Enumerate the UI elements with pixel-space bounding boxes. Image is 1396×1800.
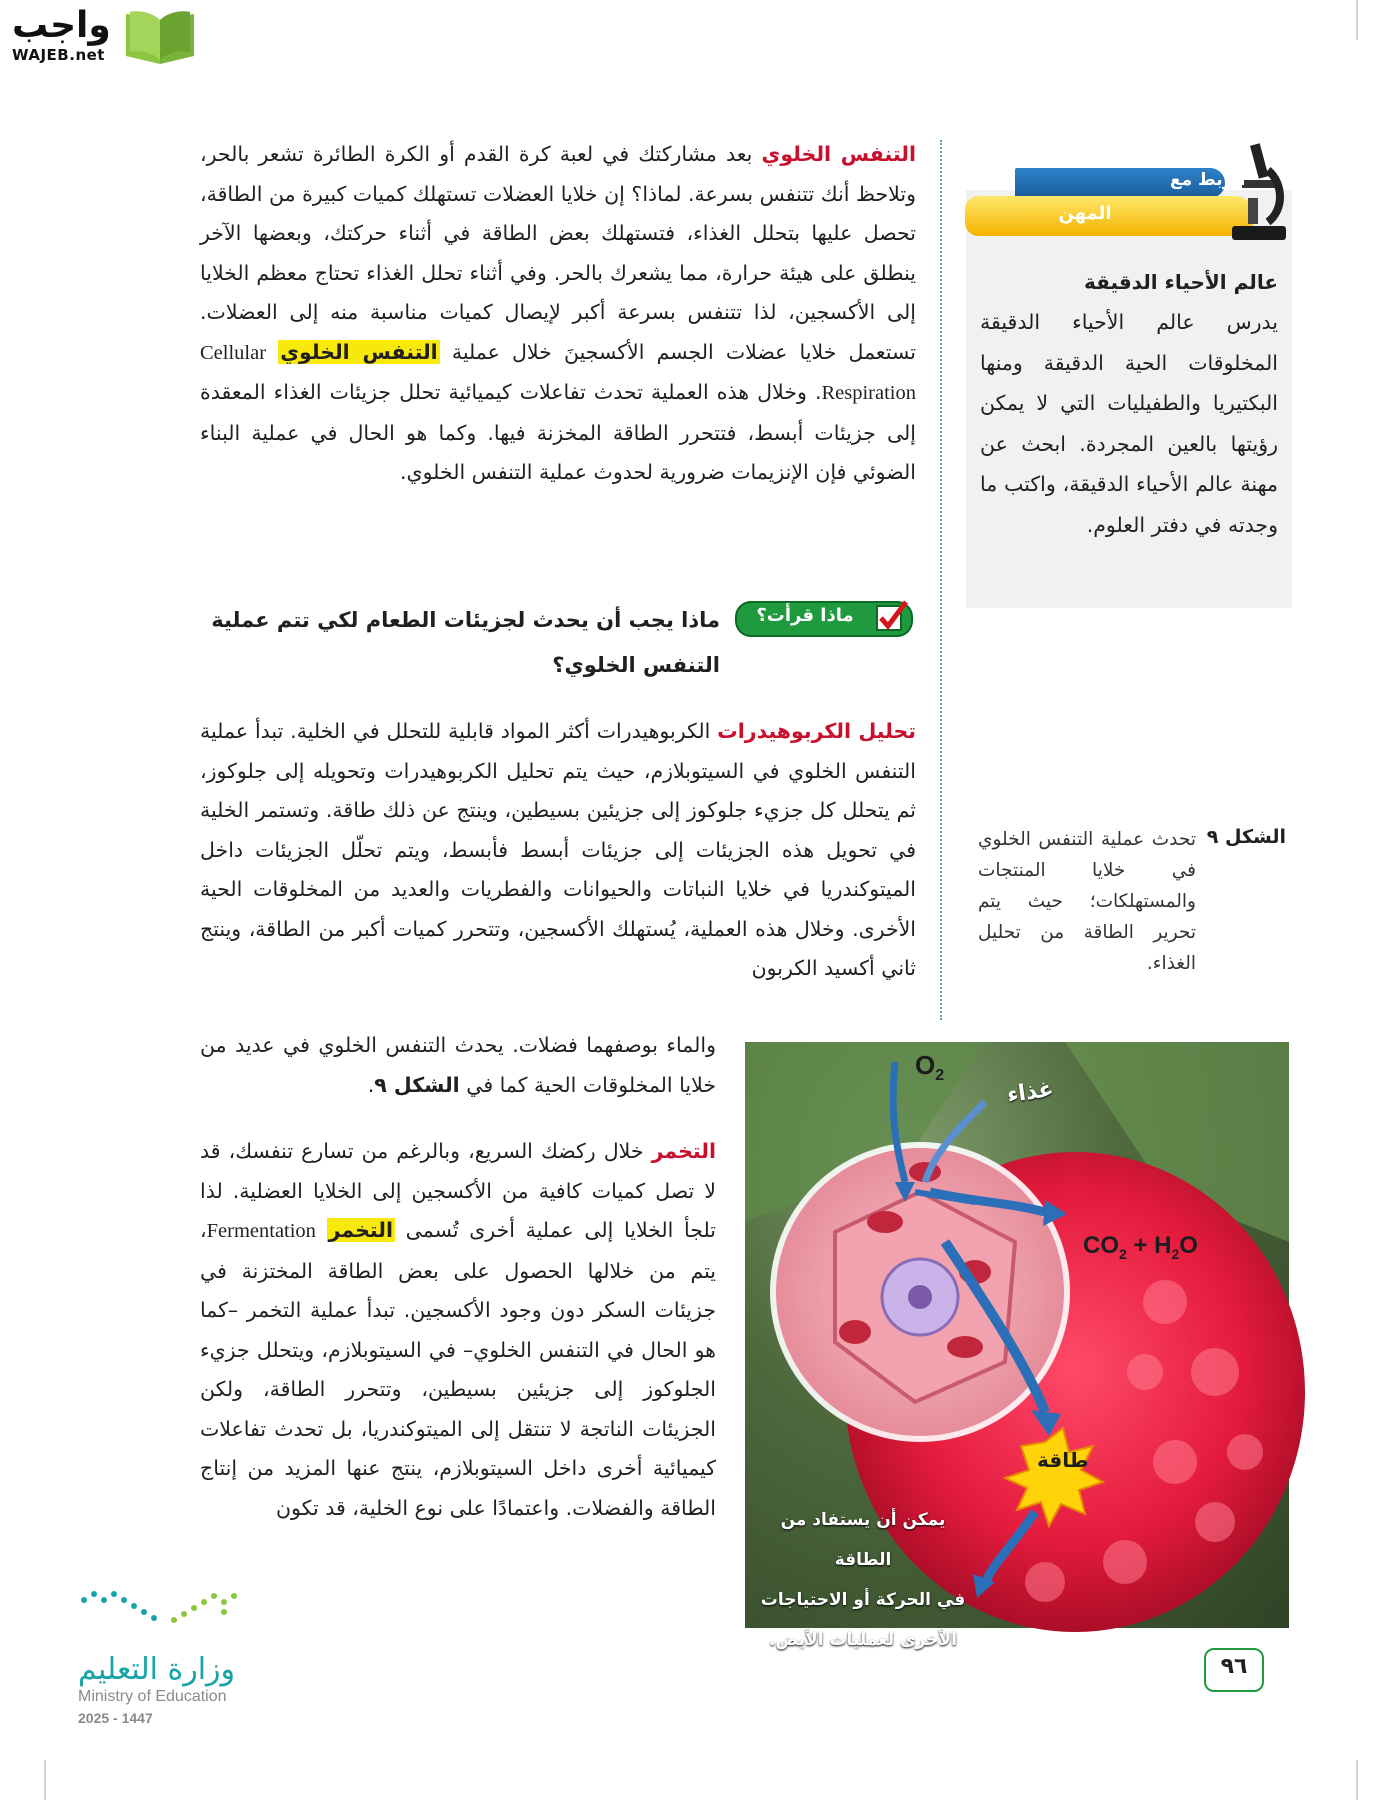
checkmark-icon xyxy=(873,600,909,634)
term-fermentation: التخمر xyxy=(328,1218,393,1242)
term-en-fermentation: Fermentation xyxy=(206,1220,316,1242)
raspberry-cell-figure xyxy=(745,1042,1289,1650)
page-edge-rule-bottom-right xyxy=(1356,1760,1358,1800)
page-number: ٩٦ xyxy=(1220,1654,1248,1679)
figure-caption-label: الشكل ٩ xyxy=(1206,826,1286,848)
energy-use-note: يمكن أن يستفاد من الطاقة في الحركة أو الاحتياجات الأخرى لعمليات الأيض. xyxy=(760,1510,966,1650)
label-co2-h2o: $CO_2 + H_2O$ xyxy=(1083,1232,1198,1262)
ministry-dots-icon xyxy=(76,1580,246,1640)
paragraph-cellular-respiration: التنفس الخلوي بعد مشاركتك في لعبة كرة القدم أو الكرة الطائرة تشعر بالحر، وتلاحظ أنك تتنفس بسرعة. لماذا؟ إن خلايا العضلات تستهلك كميات كبيرة من الطاقة، تحصل عليها بتحلل الغذاء، فتستهلك بعض الطاقة في أثناء حركتك، وبعضها الآخر ينطلق على هيئة حرارة، مما يشعرك بالحر. وفي أثناء تحلل الغذاء تحتاج معظم الخلايا إلى الأكسجين، لذا تتنفس بسرعة أكبر لإيصال كميات مناسبة منه إلى العضلات. تستعمل خلايا عضلات الجسم الأكسجينَ خلال عملية التنفس الخلوي Cellular Respiration. وخلال هذه العملية تحدث تفاعلات كيميائية تحلل جزيئات الغذاء المعقدة إلى جزيئات أبسط، فتتحرر الطاقة المخزنة فيها. وكما هو الحال في عملية البناء الضوئي فإن الإنزيمات ضرورية لحدوث عملية التنفس الخلوي. xyxy=(200,142,916,484)
career-body: يدرس عالم الأحياء الدقيقة المخلوقات الحية الدقيقة ومنها البكتيريا والطفيليات التي لا يمكن رؤيتها بالعين المجردة. ابحث عن مهنة عالم الأحياء الدقيقة، واكتب ما وجدته في دفتر العلوم. xyxy=(980,310,1278,537)
paragraph-carbohydrates: تحليل الكربوهيدرات الكربوهيدرات أكثر المواد قابلية للتحلل في الخلية. تبدأ عملية التنفس الخلوي في السيتوبلازم، حيث يتم تحليل الكربوهيدرات وتحويله إلى جلوكوز، ثم يتحلل كل جزيء جلوكوز إلى جزيئين بسيطين، وينتج عن ذلك طاقة. وتستمر الخلية في تحويل هذه الجزيئات إلى جزيئات أبسط فأبسط، ويتم تحلّل الجزيئات داخل الميتوكندريا في خلايا النباتات والحيوانات والفطريات والعديد من المخلوقات الحية الأخرى. وخلال هذه العملية، يُستهلك الأكسجين، وتتحرر كميات أكبر من الطاقة، وينتج ثاني أكسيد الكربون xyxy=(200,719,916,980)
ministry-year: 2025 - 1447 xyxy=(78,1710,153,1726)
column-divider xyxy=(940,140,942,1020)
keyword-fermentation: التخمر xyxy=(651,1139,716,1163)
paragraph-carbohydrates-cont: والماء بوصفهما فضلات. يحدث التنفس الخلوي في عديد من خلايا المخلوقات الحية كما في الشكل ٩. xyxy=(200,1033,716,1097)
ministry-name-arabic: وزارة التعليم xyxy=(78,1652,236,1687)
label-food: غذاء xyxy=(1005,1076,1056,1109)
paragraph-fermentation: التخمر خلال ركضك السريع، وبالرغم من تسارع تنفسك، قد لا تصل كميات كافية من الأكسجين إلى الخلايا العضلية. لذا تلجأ الخلايا إلى عملية أخرى تُسمى التخمر Fermentation، يتم من خلالها الحصول على بعض الطاقة المختزنة في جزيئات السكر دون وجود الأكسجين. تبدأ عملية التخمر –كما هو الحال في التنفس الخلوي– في السيتوبلازم، ويتحلل جزيء الجلوكوز إلى جزيئين بسيطين، وتتحرر الطاقة، ولكن الجزيئات الناتجة لا تنتقل إلى الميتوكندريا، بل تحدث تفاعلات كيميائية أخرى داخل السيتوبلازم، ينتج عنها المزيد من إنتاج الطاقة والفضلات. واعتمادًا على نوع الخلية، قد تكون xyxy=(200,1139,716,1520)
career-title: عالم الأحياء الدقيقة xyxy=(1083,270,1278,294)
reading-check-label: ماذا قرأت؟ xyxy=(756,605,854,626)
page-edge-rule xyxy=(1356,0,1358,40)
logo-arabic: واجب xyxy=(12,5,111,46)
label-oxygen: $O_2$ xyxy=(915,1050,945,1085)
career-banner-top-label: الربط مع xyxy=(1170,170,1246,190)
term-cellular-respiration: التنفس الخلوي xyxy=(280,339,438,364)
keyword-cellular-respiration: التنفس الخلوي xyxy=(761,142,916,166)
logo-latin: WAJEB.net xyxy=(12,46,105,64)
term-en-cellular-respiration: Cellular Respiration xyxy=(200,341,916,404)
label-energy: طاقة xyxy=(1037,1448,1089,1472)
career-banner-bottom-label: المهن xyxy=(1058,203,1112,224)
page-edge-rule-bottom-left xyxy=(44,1760,46,1800)
book-icon xyxy=(122,8,198,66)
wajeb-logo[interactable] xyxy=(12,4,192,68)
reading-check-question: ماذا يجب أن يحدث لجزيئات الطعام لكي تتم عملية التنفس الخلوي؟ xyxy=(211,608,720,677)
keyword-carbohydrates: تحليل الكربوهيدرات xyxy=(717,719,916,743)
ministry-name-english: Ministry of Education xyxy=(78,1688,227,1705)
figure-reference[interactable]: الشكل ٩ xyxy=(374,1072,460,1097)
microscope-icon xyxy=(1228,140,1290,244)
figure-caption-text: تحدث عملية التنفس الخلوي في خلايا المنتجات والمستهلكات؛ حيث يتم تحرير الطاقة من تحليل الغذاء. xyxy=(978,829,1196,974)
